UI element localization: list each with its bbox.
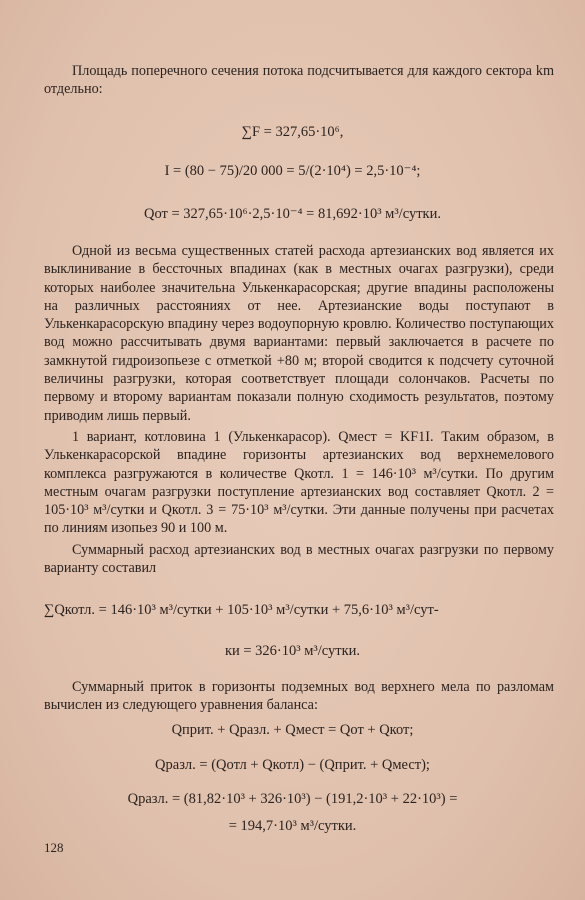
text-block-3 [44,678,554,715]
equation-balance: Qприт. + Qразл. + Qмест = Qот + Qкот; [171,722,414,738]
text-column [44,62,554,99]
paragraph-5: Суммарный приток в горизонты подземных вод верхнего мела по разломам вычислен из следующего уравнения баланса: [44,679,554,714]
paragraph-4: Суммарный расход артезианских вод в местных очагах разгрузки по первому варианту составил [44,541,554,577]
equation-gradient: I = (80 − 75)/20 000 = 5/(2·10⁴) = 2,5·10⁻⁴; [164,163,421,179]
equation-sum-f: ∑F = 327,65·10⁶, [241,124,344,140]
equation-q-razl-values: Qразл. = (81,82·10³ + 326·10³) − (191,2·10³ + 22·10³) = [127,791,458,807]
equation-q-razl-result: = 194,7·10³ м³/сутки. [228,818,357,834]
equation-sum-q-kotl-cont: ки = 326·10³ м³/сутки. [224,643,361,659]
page-number: 128 [44,840,64,855]
paragraph-2: Одной из весьма существенных статей расхода артезианских вод является их выклинивание в бессточных впадинах (как в местных очагах разгрузки), среди которых наиболее значительна Улькенкарасорская; другие впадины расположены на различных расстояниях от нее. Артезианские воды поступают в Улькенкарасорскую впадину через водоупорную кровлю. Количество поступающих вод можно рассчитывать двумя вариантами: первый заключается в расчете по замкнутой гидроизопьезе с отметкой +80 м; второй сводится к подсчету суточной величины разгрузки, которая соответствует площади солончаков. Расчеты по первому и второму вариантам показали полную сходимость результатов, поэтому приводим лишь первый. [44,243,554,424]
text-block-2 [44,242,554,577]
equation-sum-q-kotl: ∑Qкотл. = 146·10³ м³/сутки + 105·10³ м³/сутки + 75,6·10³ м³/сут- [44,602,439,618]
equation-q-ot: Qот = 327,65·10⁶·2,5·10⁻⁴ = 81,692·10³ м³/сутки. [144,206,441,222]
paragraph-1: Площадь поперечного сечения потока подсчитывается для каждого сектора km отдельно: [44,63,554,98]
paragraph-3: 1 вариант, котловина 1 (Улькенкарасор). Qмест = KF1I. Таким образом, в Улькенкарасорской впадине горизонты артезианских вод верхнемелового комплекса разгружаются в количестве Qкотл. 1 = 146·10³ м³/сутки. По другим местным очагам разгрузки поступление артезианских вод составляет Qкотл. 2 = 105·10³ м³/сутки и Qкотл. 3 = 75·10³ м³/сутки. Эти данные получены при расчетах по линиям изопьез 90 и 100 м. [44,428,554,537]
equation-q-razl: Qразл. = (Qотл + Qкотл) − (Qприт. + Qмест); [155,757,430,773]
